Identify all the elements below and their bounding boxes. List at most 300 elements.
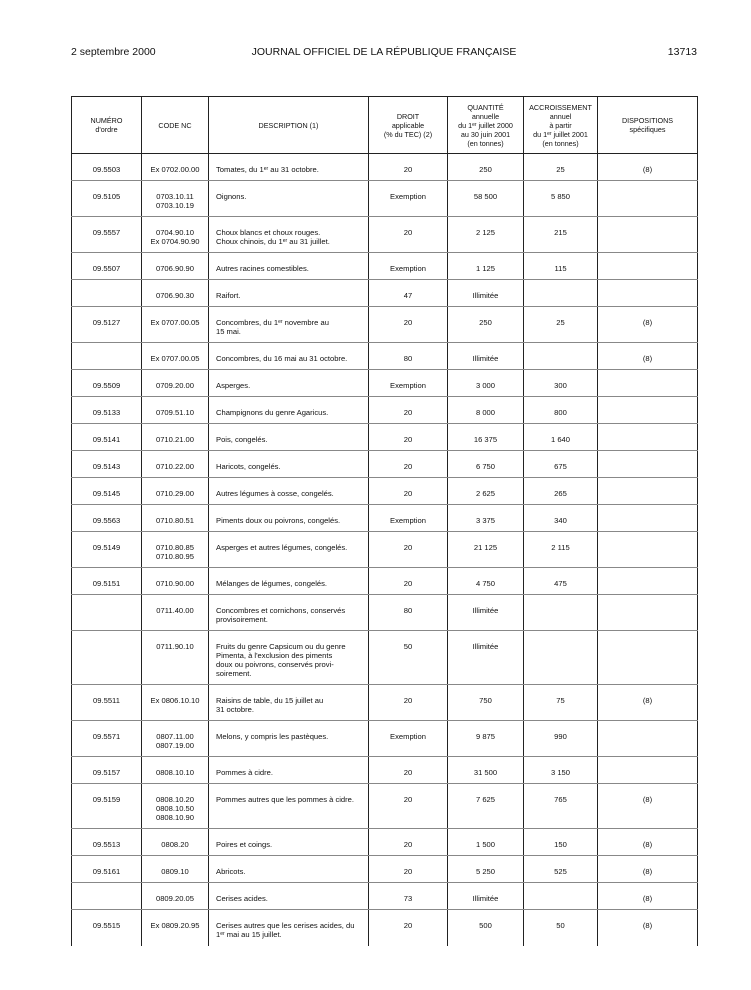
cell-code-nc-text: 0704.90.10 — [155, 228, 194, 237]
cell-dispositions — [598, 856, 698, 883]
cell-accroissement — [524, 532, 598, 568]
cell-droit — [369, 721, 448, 757]
cell-description — [209, 154, 369, 181]
header-numero — [72, 97, 142, 154]
cell-code-nc-text: 0809.10 — [161, 867, 189, 876]
cell-quantite — [448, 217, 524, 253]
cell-quantite — [448, 370, 524, 397]
cell-code-nc-text: 0711.40.00 — [156, 606, 194, 615]
cell-code-nc — [142, 856, 209, 883]
cell-accroissement — [524, 829, 598, 856]
cell-code-nc — [142, 343, 209, 370]
cell-description — [209, 757, 369, 784]
cell-numero — [72, 685, 142, 721]
cell-numero-text: 09.5513 — [92, 840, 121, 849]
header-line: (en tonnes) — [542, 138, 579, 148]
cell-accroissement-text: 150 — [554, 840, 567, 849]
cell-code-nc-text: Ex 0704.90.90 — [150, 237, 200, 246]
cell-accroissement — [524, 910, 598, 946]
cell-numero-text: 09.5105 — [92, 192, 121, 201]
cell-description-text: Cerises autres que les cerises acides, du — [216, 921, 355, 930]
table-row — [72, 343, 698, 370]
cell-droit-text: 20 — [403, 696, 413, 705]
cell-accroissement-text: 2 115 — [551, 543, 570, 552]
cell-description-text: Piments doux ou poivrons, congelés. — [216, 516, 341, 525]
cell-description-text: Pimenta, à l'exclusion des piments — [216, 651, 333, 660]
table-row — [72, 424, 698, 451]
cell-quantite-text: 3 000 — [475, 381, 495, 390]
cell-droit — [369, 424, 448, 451]
cell-description-text: Pommes à cidre. — [216, 768, 273, 777]
cell-droit-text: 20 — [403, 768, 413, 777]
cell-description-text: Tomates, du 1er au 31 octobre. — [216, 165, 319, 174]
cell-droit-text: Exemption — [390, 192, 426, 201]
cell-droit — [369, 154, 448, 181]
cell-dispositions — [598, 181, 698, 217]
cell-quantite-text: 6 750 — [475, 462, 495, 471]
table-row — [72, 685, 698, 721]
cell-numero — [72, 757, 142, 784]
cell-dispositions — [598, 370, 698, 397]
cell-accroissement — [524, 154, 598, 181]
header-line: QUANTITÉ — [467, 102, 504, 112]
cell-dispositions — [598, 451, 698, 478]
cell-numero — [72, 280, 142, 307]
cell-accroissement — [524, 397, 598, 424]
journal-title: JOURNAL OFFICIEL DE LA RÉPUBLIQUE FRANÇAISE — [251, 46, 517, 58]
header-dispositions — [598, 97, 698, 154]
cell-description-text: soirement. — [216, 669, 252, 678]
cell-droit — [369, 568, 448, 595]
cell-code-nc-text: 0809.20.05 — [155, 894, 194, 903]
cell-accroissement — [524, 757, 598, 784]
cell-description-text: Mélanges de légumes, congelés. — [216, 579, 328, 588]
cell-description — [209, 568, 369, 595]
cell-numero-text: 09.5509 — [92, 381, 121, 390]
cell-code-nc — [142, 181, 209, 217]
cell-description-text: Fruits du genre Capsicum ou du genre — [216, 642, 346, 651]
cell-description — [209, 217, 369, 253]
cell-dispositions — [598, 595, 698, 631]
cell-accroissement — [524, 280, 598, 307]
cell-numero — [72, 856, 142, 883]
tariff-quota-table — [71, 96, 698, 946]
cell-numero — [72, 829, 142, 856]
cell-droit-text: Exemption — [390, 732, 426, 741]
cell-numero — [72, 154, 142, 181]
cell-quantite — [448, 856, 524, 883]
cell-code-nc-text: 0808.10.90 — [155, 813, 194, 822]
cell-description-text: Choux chinois, du 1er au 31 juillet. — [216, 237, 330, 246]
cell-dispositions — [598, 721, 698, 757]
cell-quantite — [448, 424, 524, 451]
cell-dispositions — [598, 217, 698, 253]
cell-code-nc — [142, 595, 209, 631]
cell-accroissement — [524, 478, 598, 505]
cell-code-nc — [142, 532, 209, 568]
cell-accroissement — [524, 181, 598, 217]
cell-code-nc-text: Ex 0707.00.05 — [150, 318, 200, 327]
cell-droit-text: 20 — [403, 543, 413, 552]
cell-description — [209, 307, 369, 343]
cell-code-nc — [142, 217, 209, 253]
cell-quantite-text: 250 — [479, 318, 492, 327]
header-line: DESCRIPTION (1) — [258, 120, 319, 130]
cell-dispositions-text: (8) — [642, 696, 653, 705]
cell-accroissement — [524, 595, 598, 631]
cell-droit-text: 20 — [403, 318, 413, 327]
cell-dispositions — [598, 883, 698, 910]
cell-numero — [72, 784, 142, 829]
cell-accroissement-text: 765 — [554, 795, 567, 804]
cell-droit-text: 20 — [403, 228, 413, 237]
cell-description-text: Oignons. — [216, 192, 247, 201]
cell-description-text: doux ou poivrons, conservés provi- — [216, 660, 334, 669]
cell-numero-text: 09.5127 — [92, 318, 121, 327]
cell-code-nc-text: Ex 0707.00.05 — [150, 354, 200, 363]
cell-description-text: Concombres et cornichons, conservés — [216, 606, 346, 615]
cell-numero-text: 09.5149 — [92, 543, 121, 552]
cell-accroissement — [524, 721, 598, 757]
cell-numero — [72, 910, 142, 946]
cell-dispositions — [598, 280, 698, 307]
cell-numero — [72, 370, 142, 397]
cell-code-nc-text: 0709.20.00 — [155, 381, 194, 390]
cell-description — [209, 343, 369, 370]
cell-droit — [369, 532, 448, 568]
cell-code-nc-text: 0706.90.90 — [155, 264, 194, 273]
table-row — [72, 451, 698, 478]
cell-droit — [369, 181, 448, 217]
cell-droit-text: 20 — [403, 489, 413, 498]
cell-code-nc-text: 0710.90.00 — [155, 579, 194, 588]
cell-numero-text: 09.5571 — [92, 732, 121, 741]
cell-dispositions — [598, 154, 698, 181]
cell-accroissement-text: 3 150 — [550, 768, 570, 777]
cell-numero — [72, 631, 142, 685]
cell-quantite-text: 16 375 — [473, 435, 498, 444]
cell-quantite-text: 58 500 — [473, 192, 498, 201]
cell-accroissement — [524, 568, 598, 595]
cell-quantite-text: 31 500 — [473, 768, 498, 777]
cell-description-text: Champignons du genre Agaricus. — [216, 408, 329, 417]
cell-numero-text: 09.5563 — [92, 516, 121, 525]
cell-accroissement-text: 25 — [556, 318, 565, 327]
cell-code-nc — [142, 451, 209, 478]
cell-accroissement-text: 5 850 — [550, 192, 570, 201]
header-line: NUMÉRO — [90, 116, 123, 125]
cell-accroissement — [524, 883, 598, 910]
cell-droit — [369, 478, 448, 505]
cell-quantite-text: Illimitée — [472, 606, 499, 615]
cell-description-text: 1er mai au 15 juillet. — [216, 930, 282, 939]
header-line: à partir — [549, 120, 572, 130]
cell-numero — [72, 217, 142, 253]
page-date: 2 septembre 2000 — [71, 46, 156, 58]
cell-code-nc — [142, 757, 209, 784]
cell-code-nc-text: 0703.10.11 — [156, 192, 194, 201]
cell-quantite — [448, 397, 524, 424]
cell-numero-text: 09.5143 — [92, 462, 121, 471]
cell-code-nc-text: 0703.10.19 — [155, 201, 194, 210]
cell-accroissement — [524, 217, 598, 253]
header-accroissement — [524, 97, 598, 154]
table-row — [72, 181, 698, 217]
cell-droit-text: 20 — [403, 462, 413, 471]
cell-droit-text: 20 — [403, 435, 413, 444]
cell-code-nc — [142, 505, 209, 532]
cell-description — [209, 451, 369, 478]
header-line: spécifiques — [629, 125, 666, 134]
cell-description-text: Choux blancs et choux rouges. — [216, 228, 321, 237]
cell-accroissement-text: 475 — [554, 579, 567, 588]
cell-description — [209, 181, 369, 217]
cell-code-nc-text: 0706.90.30 — [155, 291, 194, 300]
cell-accroissement-text: 525 — [554, 867, 567, 876]
cell-dispositions-text: (8) — [642, 867, 653, 876]
cell-droit-text: 20 — [403, 921, 413, 930]
cell-description-text: Pommes autres que les pommes à cidre. — [216, 795, 355, 804]
cell-description — [209, 721, 369, 757]
cell-description-text: Cerises acides. — [216, 894, 268, 903]
header-line: au 30 juin 2001 — [460, 129, 511, 139]
cell-quantite — [448, 721, 524, 757]
cell-description-text: Haricots, congelés. — [216, 462, 281, 471]
cell-accroissement — [524, 631, 598, 685]
cell-accroissement-text: 340 — [554, 516, 567, 525]
header-quantite — [448, 97, 524, 154]
cell-droit — [369, 631, 448, 685]
cell-quantite-text: Illimitée — [472, 642, 499, 651]
cell-quantite — [448, 784, 524, 829]
cell-code-nc-text: 0808.10.50 — [155, 804, 194, 813]
cell-description-text: 15 mai. — [216, 327, 241, 336]
cell-numero — [72, 343, 142, 370]
cell-droit-text: 73 — [403, 894, 413, 903]
cell-quantite — [448, 505, 524, 532]
cell-dispositions — [598, 568, 698, 595]
cell-quantite — [448, 343, 524, 370]
table-body — [72, 154, 698, 946]
header-line: ACCROISSEMENT — [529, 102, 592, 112]
header-description — [209, 97, 369, 154]
cell-code-nc-text: 0808.10.20 — [155, 795, 194, 804]
cell-code-nc — [142, 568, 209, 595]
cell-quantite-text: 5 250 — [475, 867, 495, 876]
cell-code-nc — [142, 910, 209, 946]
cell-description — [209, 910, 369, 946]
cell-code-nc — [142, 685, 209, 721]
cell-droit — [369, 757, 448, 784]
cell-accroissement — [524, 370, 598, 397]
cell-description — [209, 253, 369, 280]
table-row — [72, 784, 698, 829]
cell-numero — [72, 532, 142, 568]
table-row — [72, 478, 698, 505]
cell-description-text: Raisins de table, du 15 juillet au — [216, 696, 324, 705]
cell-description-text: Concombres, du 1er novembre au — [216, 318, 329, 327]
cell-description — [209, 397, 369, 424]
cell-quantite-text: 8 000 — [475, 408, 495, 417]
cell-droit — [369, 370, 448, 397]
cell-quantite-text: 2 125 — [475, 228, 495, 237]
cell-description — [209, 532, 369, 568]
cell-numero-text: 09.5133 — [92, 408, 121, 417]
cell-quantite — [448, 910, 524, 946]
cell-numero — [72, 568, 142, 595]
cell-description — [209, 595, 369, 631]
cell-dispositions — [598, 478, 698, 505]
cell-numero — [72, 478, 142, 505]
cell-quantite-text: 3 375 — [475, 516, 495, 525]
table-row — [72, 910, 698, 946]
cell-code-nc-text: 0710.80.51 — [155, 516, 194, 525]
cell-description-text: Concombres, du 16 mai au 31 octobre. — [216, 354, 348, 363]
cell-description-text: Poires et coings. — [216, 840, 273, 849]
cell-numero — [72, 595, 142, 631]
cell-droit — [369, 397, 448, 424]
cell-numero-text: 09.5161 — [92, 867, 121, 876]
cell-code-nc — [142, 154, 209, 181]
cell-quantite — [448, 883, 524, 910]
header-code-nc — [142, 97, 209, 154]
cell-quantite-text: 21 125 — [473, 543, 498, 552]
cell-numero — [72, 721, 142, 757]
table-row — [72, 595, 698, 631]
cell-description — [209, 883, 369, 910]
cell-quantite — [448, 154, 524, 181]
cell-numero — [72, 505, 142, 532]
cell-droit-text: 80 — [403, 354, 413, 363]
cell-description — [209, 685, 369, 721]
cell-numero-text: 09.5141 — [92, 435, 121, 444]
cell-quantite — [448, 478, 524, 505]
cell-numero-text: 09.5159 — [92, 795, 121, 804]
table-row — [72, 757, 698, 784]
header-line: du 1er juillet 2000 — [458, 120, 513, 130]
cell-accroissement-text: 990 — [554, 732, 567, 741]
cell-quantite-text: 1 125 — [475, 264, 495, 273]
table-row — [72, 280, 698, 307]
table-row — [72, 370, 698, 397]
cell-code-nc-text: 0807.19.00 — [155, 741, 194, 750]
cell-description-text: Melons, y compris les pastèques. — [216, 732, 329, 741]
cell-numero-text: 09.5157 — [92, 768, 121, 777]
cell-numero-text: 09.5503 — [92, 165, 121, 174]
cell-accroissement — [524, 253, 598, 280]
cell-numero — [72, 424, 142, 451]
cell-quantite-text: 2 625 — [475, 489, 495, 498]
cell-code-nc — [142, 721, 209, 757]
cell-accroissement — [524, 685, 598, 721]
cell-code-nc — [142, 478, 209, 505]
cell-dispositions-text: (8) — [642, 795, 653, 804]
cell-quantite — [448, 280, 524, 307]
table-row — [72, 883, 698, 910]
cell-dispositions-text: (8) — [642, 840, 653, 849]
cell-quantite — [448, 532, 524, 568]
cell-dispositions — [598, 397, 698, 424]
cell-description — [209, 856, 369, 883]
cell-description-text: 31 octobre. — [216, 705, 254, 714]
table-row — [72, 631, 698, 685]
cell-dispositions-text: (8) — [642, 894, 653, 903]
cell-dispositions — [598, 532, 698, 568]
table-row — [72, 721, 698, 757]
table-row — [72, 568, 698, 595]
header-line: annuel — [549, 111, 572, 121]
cell-code-nc — [142, 883, 209, 910]
cell-quantite — [448, 829, 524, 856]
cell-accroissement-text: 265 — [554, 489, 567, 498]
table-row — [72, 307, 698, 343]
cell-quantite-text: 1 500 — [475, 840, 495, 849]
header-line: CODE NC — [158, 120, 192, 130]
cell-code-nc-text: 0711.90.10 — [156, 642, 194, 651]
header-line: (% du TEC) (2) — [383, 129, 433, 139]
cell-numero — [72, 181, 142, 217]
cell-code-nc-text: 0710.80.95 — [155, 552, 194, 561]
cell-code-nc-text: 0710.22.00 — [155, 462, 194, 471]
cell-description-text: Asperges et autres légumes, congelés. — [216, 543, 348, 552]
cell-numero — [72, 883, 142, 910]
cell-numero — [72, 253, 142, 280]
cell-description — [209, 478, 369, 505]
cell-code-nc — [142, 784, 209, 829]
cell-description-text: Pois, congelés. — [216, 435, 268, 444]
cell-description — [209, 370, 369, 397]
header-droit — [369, 97, 448, 154]
cell-numero-text: 09.5507 — [92, 264, 121, 273]
cell-accroissement — [524, 856, 598, 883]
cell-numero-text: 09.5515 — [92, 921, 121, 930]
cell-droit — [369, 451, 448, 478]
cell-description-text: Raifort. — [216, 291, 241, 300]
cell-dispositions — [598, 757, 698, 784]
cell-description — [209, 784, 369, 829]
cell-code-nc — [142, 397, 209, 424]
cell-droit — [369, 856, 448, 883]
table-header-row — [72, 97, 698, 154]
cell-droit-text: Exemption — [390, 264, 426, 273]
cell-dispositions — [598, 307, 698, 343]
cell-accroissement-text: 25 — [556, 165, 565, 174]
cell-droit — [369, 685, 448, 721]
table-row — [72, 154, 698, 181]
cell-code-nc — [142, 631, 209, 685]
cell-droit-text: 80 — [403, 606, 413, 615]
cell-droit — [369, 829, 448, 856]
table-row — [72, 532, 698, 568]
cell-quantite-text: 500 — [479, 921, 492, 930]
header-line: applicable — [391, 120, 425, 130]
cell-numero — [72, 307, 142, 343]
header-line: DISPOSITIONS — [621, 116, 674, 125]
table-row — [72, 856, 698, 883]
cell-description-text: Abricots. — [216, 867, 246, 876]
cell-code-nc — [142, 829, 209, 856]
header-line: d'ordre — [95, 125, 118, 134]
cell-dispositions-text: (8) — [642, 354, 653, 363]
cell-quantite — [448, 253, 524, 280]
cell-droit — [369, 253, 448, 280]
cell-code-nc-text: Ex 0702.00.00 — [150, 165, 200, 174]
cell-accroissement — [524, 784, 598, 829]
cell-quantite — [448, 451, 524, 478]
cell-numero-text: 09.5557 — [92, 228, 121, 237]
cell-code-nc — [142, 280, 209, 307]
cell-quantite-text: 4 750 — [475, 579, 495, 588]
